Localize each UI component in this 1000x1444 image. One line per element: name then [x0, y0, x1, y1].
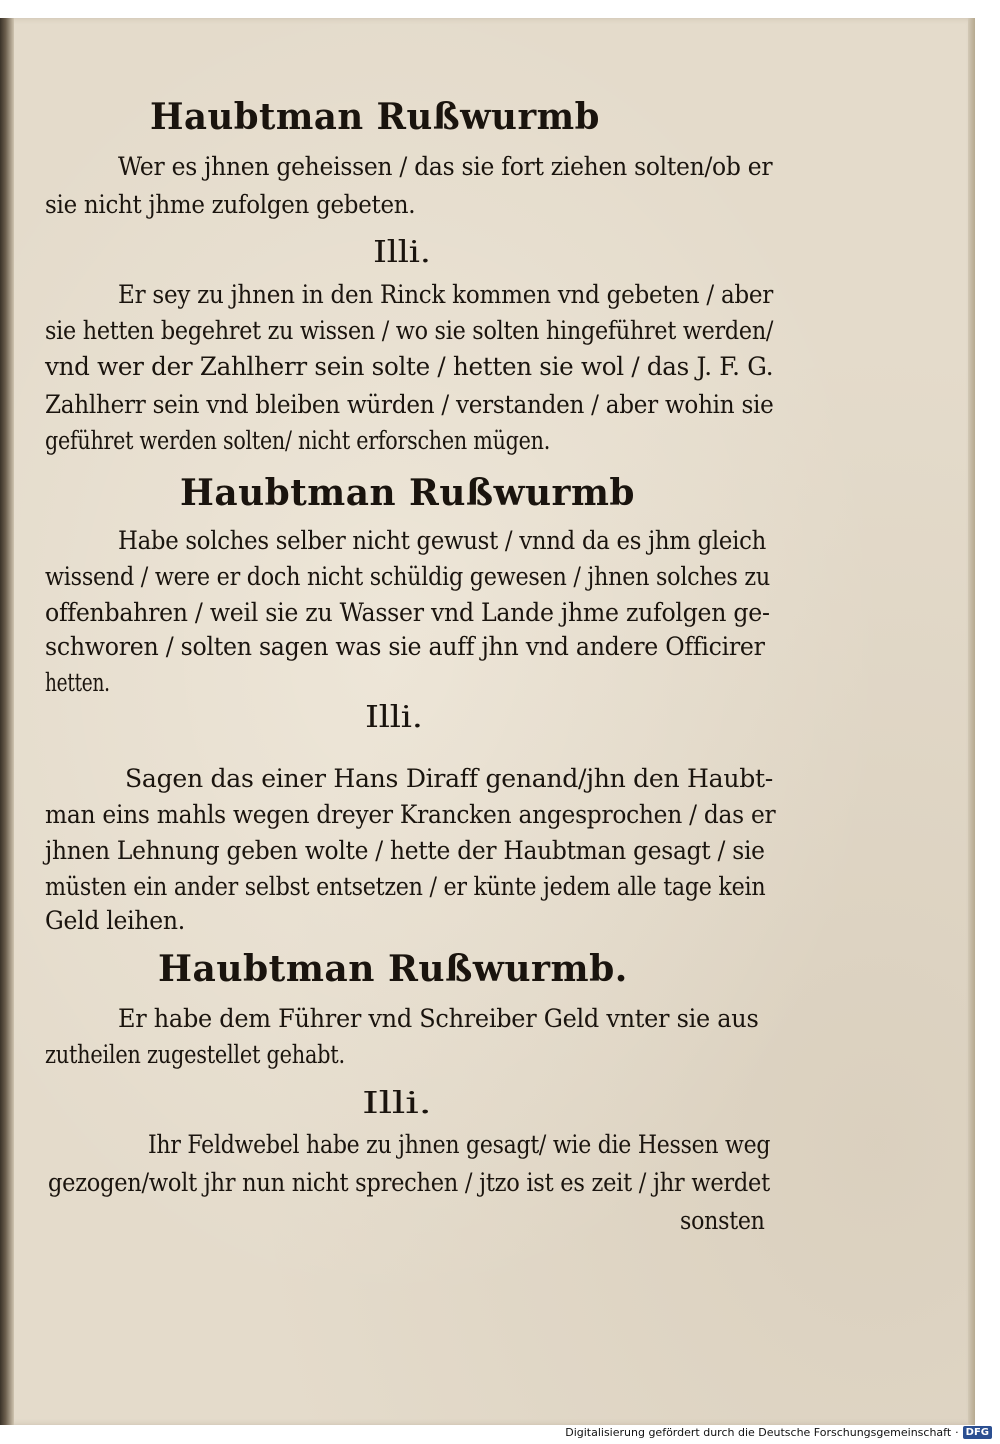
text-line: offenbahren / weil sie zu Wasser vnd Lande jhme zufolgen ge- — [45, 598, 770, 627]
illi-heading: Illi. — [362, 1086, 432, 1121]
speaker-heading: Haubtman Rußwurmb. — [158, 948, 628, 990]
text-line: hetten. — [45, 668, 110, 697]
speaker-heading: Haubtman Rußwurmb — [150, 96, 600, 138]
text-line: sonsten — [680, 1206, 765, 1235]
page-binding-edge — [0, 18, 14, 1425]
text-line: Ihr Feldwebel habe zu jhnen gesagt/ wie die Hessen weg — [148, 1130, 771, 1159]
illi-heading: Illi. — [373, 235, 431, 270]
text-line: Habe solches selber nicht gewust / vnnd da es jhm gleich — [118, 526, 767, 555]
dfg-logo-icon: DFG — [963, 1426, 992, 1439]
text-line: geführet werden solten/ nicht erforschen mügen. — [45, 426, 551, 455]
footer-credit — [565, 1424, 992, 1440]
text-line: müsten ein ander selbst entsetzen / er künte jedem alle tage kein — [45, 872, 766, 901]
text-line: man eins mahls wegen dreyer Krancken angesprochen / das er — [45, 800, 776, 829]
text-line: jhnen Lehnung geben wolte / hette der Haubtman gesagt / sie — [45, 836, 765, 865]
page-right-edge — [968, 18, 975, 1425]
text-line: Wer es jhnen geheissen / das sie fort ziehen solten/ob er — [118, 152, 773, 181]
text-line: vnd wer der Zahlherr sein solte / hetten sie wol / das J. F. G. — [45, 352, 774, 381]
text-line: Zahlherr sein vnd bleiben würden / verstanden / aber wohin sie — [45, 390, 774, 419]
text-line: gezogen/wolt jhr nun nicht sprechen / jtzo ist es zeit / jhr werdet — [48, 1168, 770, 1197]
speaker-heading: Haubtman Rußwurmb — [180, 472, 635, 514]
text-line: wissend / were er doch nicht schüldig gewesen / jhnen solches zu — [45, 562, 770, 591]
text-line: sie nicht jhme zufolgen gebeten. — [45, 190, 416, 219]
page-scan — [0, 18, 975, 1425]
footer-credit-text: Digitalisierung gefördert durch die Deutsche Forschungsgemeinschaft — [565, 1425, 952, 1439]
text-line: schworen / solten sagen was sie auff jhn vnd andere Officirer — [45, 632, 765, 661]
text-line: Sagen das einer Hans Diraff genand/jhn den Haubt- — [125, 764, 773, 793]
text-line: Geld leihen. — [45, 906, 185, 935]
illi-heading: Illi. — [365, 700, 423, 735]
text-line: Er habe dem Führer vnd Schreiber Geld vnter sie aus — [118, 1004, 759, 1033]
footer-separator: · — [955, 1425, 959, 1439]
text-line: Er sey zu jhnen in den Rinck kommen vnd gebeten / aber — [118, 280, 774, 309]
text-line: zutheilen zugestellet gehabt. — [45, 1040, 345, 1069]
text-line: sie hetten begehret zu wissen / wo sie solten hingeführet werden/ — [45, 316, 774, 345]
